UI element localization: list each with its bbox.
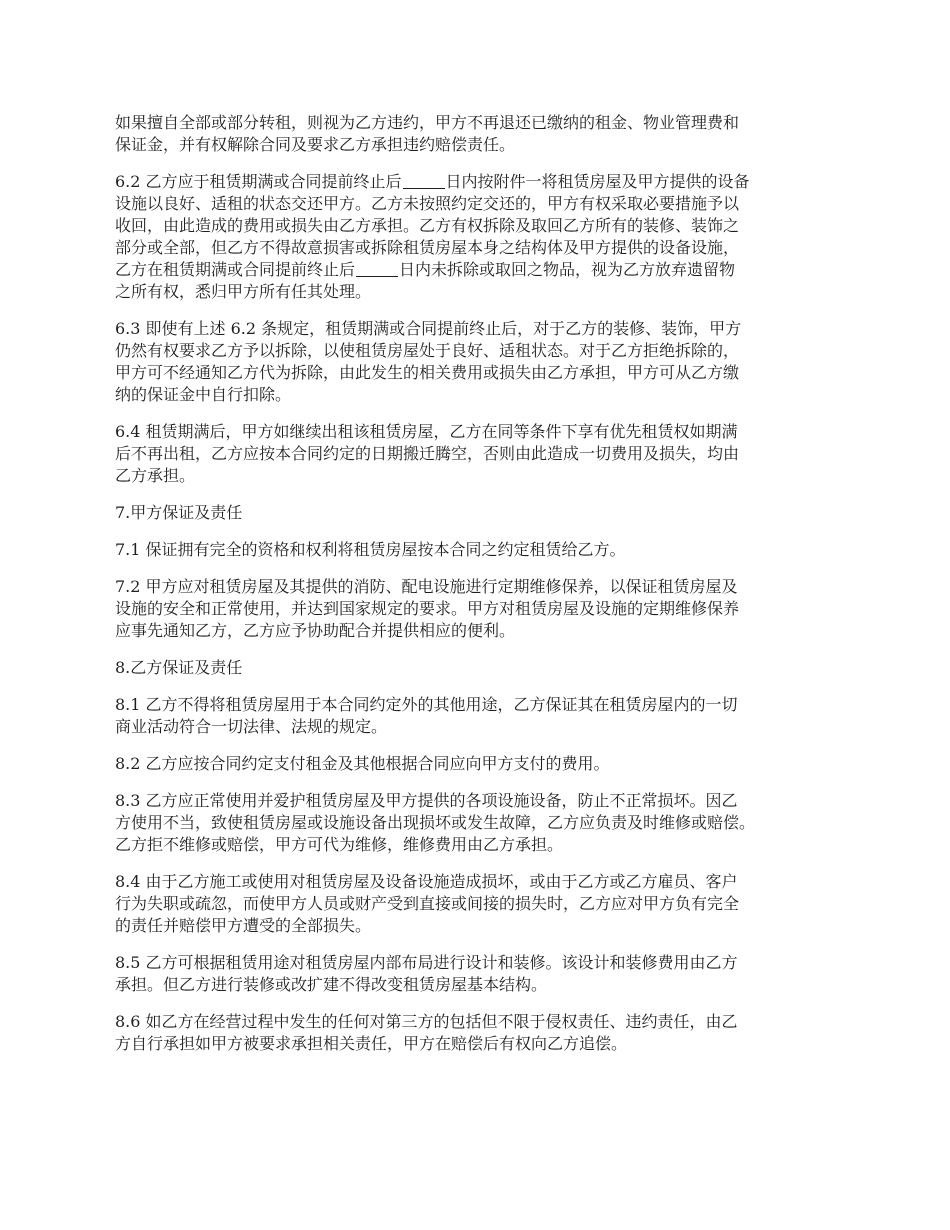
text-line: 纳的保证金中自行扣除。 [115, 385, 292, 404]
text-line: 7.1 保证拥有完全的资格和权利将租赁房屋按本合同之约定租赁给乙方。 [115, 540, 626, 559]
text-line: 收回，由此造成的费用或损失由乙方承担。乙方有权拆除及取回乙方所有的装修、装饰之 [115, 216, 740, 235]
paragraph-6-2 [115, 171, 855, 303]
heading-text: 8.乙方保证及责任 [115, 658, 243, 677]
document-page [115, 112, 855, 1070]
blank-field [403, 172, 445, 189]
paragraph-7-1 [115, 539, 855, 561]
text-line: 行为失职或疏忽，而使甲方人员或财产受到直接或间接的损失时，乙方应对甲方负有完全 [115, 894, 740, 913]
blank-field [356, 260, 398, 277]
text-line: 仍然有权要求乙方予以拆除，以使租赁房屋处于良好、适租状态。对于乙方拒绝拆除的， [115, 341, 740, 360]
paragraph-6-3 [115, 318, 855, 406]
paragraph-8-3 [115, 790, 855, 856]
text-line: 8.2 乙方应按合同约定支付租金及其他根据合同应向甲方支付的费用。 [115, 754, 610, 773]
paragraph-8-4 [115, 871, 855, 937]
section-heading-7 [115, 502, 855, 524]
text-line: 6.3 即使有上述 6.2 条规定，租赁期满或合同提前终止后，对于乙方的装修、装饰，甲方 [115, 319, 742, 338]
text-line: 乙方承担。 [115, 466, 196, 485]
paragraph-6-4 [115, 421, 855, 487]
text-line: 8.5 乙方可根据租赁用途对租赁房屋内部布局进行设计和装修。该设计和装修费用由乙方 [115, 953, 738, 972]
text-line [115, 171, 855, 193]
heading-text: 7.甲方保证及责任 [115, 503, 243, 522]
text-line: 承担。但乙方进行装修或改扩建不得改变租赁房屋基本结构。 [115, 975, 548, 994]
text-segment: 6.2 乙方应于租赁期满或合同提前终止后 [115, 172, 402, 191]
text-line [115, 259, 855, 281]
text-line: 8.6 如乙方在经营过程中发生的任何对第三方的包括但不限于侵权责任、违约责任，由乙 [115, 1012, 738, 1031]
text-line: 6.4 租赁期满后，甲方如继续出租该租赁房屋，乙方在同等条件下享有优先租赁权如期满 [115, 422, 738, 441]
text-line: 设施以良好、适租的状态交还甲方。乙方未按照约定交还的，甲方有权采取必要措施予以 [115, 194, 740, 213]
text-line: 方使用不当，致使租赁房屋或设施设备出现损坏或发生故障，乙方应负责及时维修或赔偿。 [115, 813, 756, 832]
text-segment: 日内按附件一将租赁房屋及甲方提供的设备 [445, 172, 750, 191]
text-segment: 日内未拆除或取回之物品，视为乙方放弃遗留物 [399, 260, 736, 279]
paragraph-8-2 [115, 753, 855, 775]
section-heading-8 [115, 657, 855, 679]
text-line: 商业活动符合一切法律、法规的规定。 [115, 717, 388, 736]
text-line: 保证金，并有权解除合同及要求乙方承担违约赔偿责任。 [115, 135, 516, 154]
paragraph-8-6 [115, 1011, 855, 1055]
text-line: 如果擅自全部或部分转租，则视为乙方违约，甲方不再退还已缴纳的租金、物业管理费和 [115, 113, 740, 132]
text-line: 8.3 乙方应正常使用并爱护租赁房屋及甲方提供的各项设施设备，防止不正常损坏。因乙 [115, 791, 738, 810]
text-line: 方自行承担如甲方被要求承担相关责任，甲方在赔偿后有权向乙方追偿。 [115, 1034, 628, 1053]
text-line: 设施的安全和正常使用，并达到国家规定的要求。甲方对租赁房屋及设施的定期维修保养 [115, 599, 740, 618]
text-line: 8.4 由于乙方施工或使用对租赁房屋及设备设施造成损坏，或由于乙方或乙方雇员、客户 [115, 872, 738, 891]
text-line: 的责任并赔偿甲方遭受的全部损失。 [115, 916, 372, 935]
text-line: 之所有权，悉归甲方所有任其处理。 [115, 282, 372, 301]
text-line: 部分或全部，但乙方不得故意损害或拆除租赁房屋本身之结构体及甲方提供的设备设施， [115, 238, 740, 257]
paragraph-sublease-clause [115, 112, 855, 156]
text-line: 乙方拒不维修或赔偿，甲方可代为维修，维修费用由乙方承担。 [115, 835, 564, 854]
text-line: 甲方可不经通知乙方代为拆除，由此发生的相关费用或损失由乙方承担，甲方可从乙方缴 [115, 363, 740, 382]
text-line: 7.2 甲方应对租赁房屋及其提供的消防、配电设施进行定期维修保养，以保证租赁房屋及 [115, 577, 738, 596]
text-line: 应事先通知乙方，乙方应予协助配合并提供相应的便利。 [115, 621, 516, 640]
text-segment: 乙方在租赁期满或合同提前终止后 [115, 260, 356, 279]
paragraph-7-2 [115, 576, 855, 642]
text-line: 8.1 乙方不得将租赁房屋用于本合同约定外的其他用途，乙方保证其在租赁房屋内的一切 [115, 695, 738, 714]
paragraph-8-5 [115, 952, 855, 996]
paragraph-8-1 [115, 694, 855, 738]
text-line: 后不再出租，乙方应按本合同约定的日期搬迁腾空，否则由此造成一切费用及损失，均由 [115, 444, 740, 463]
